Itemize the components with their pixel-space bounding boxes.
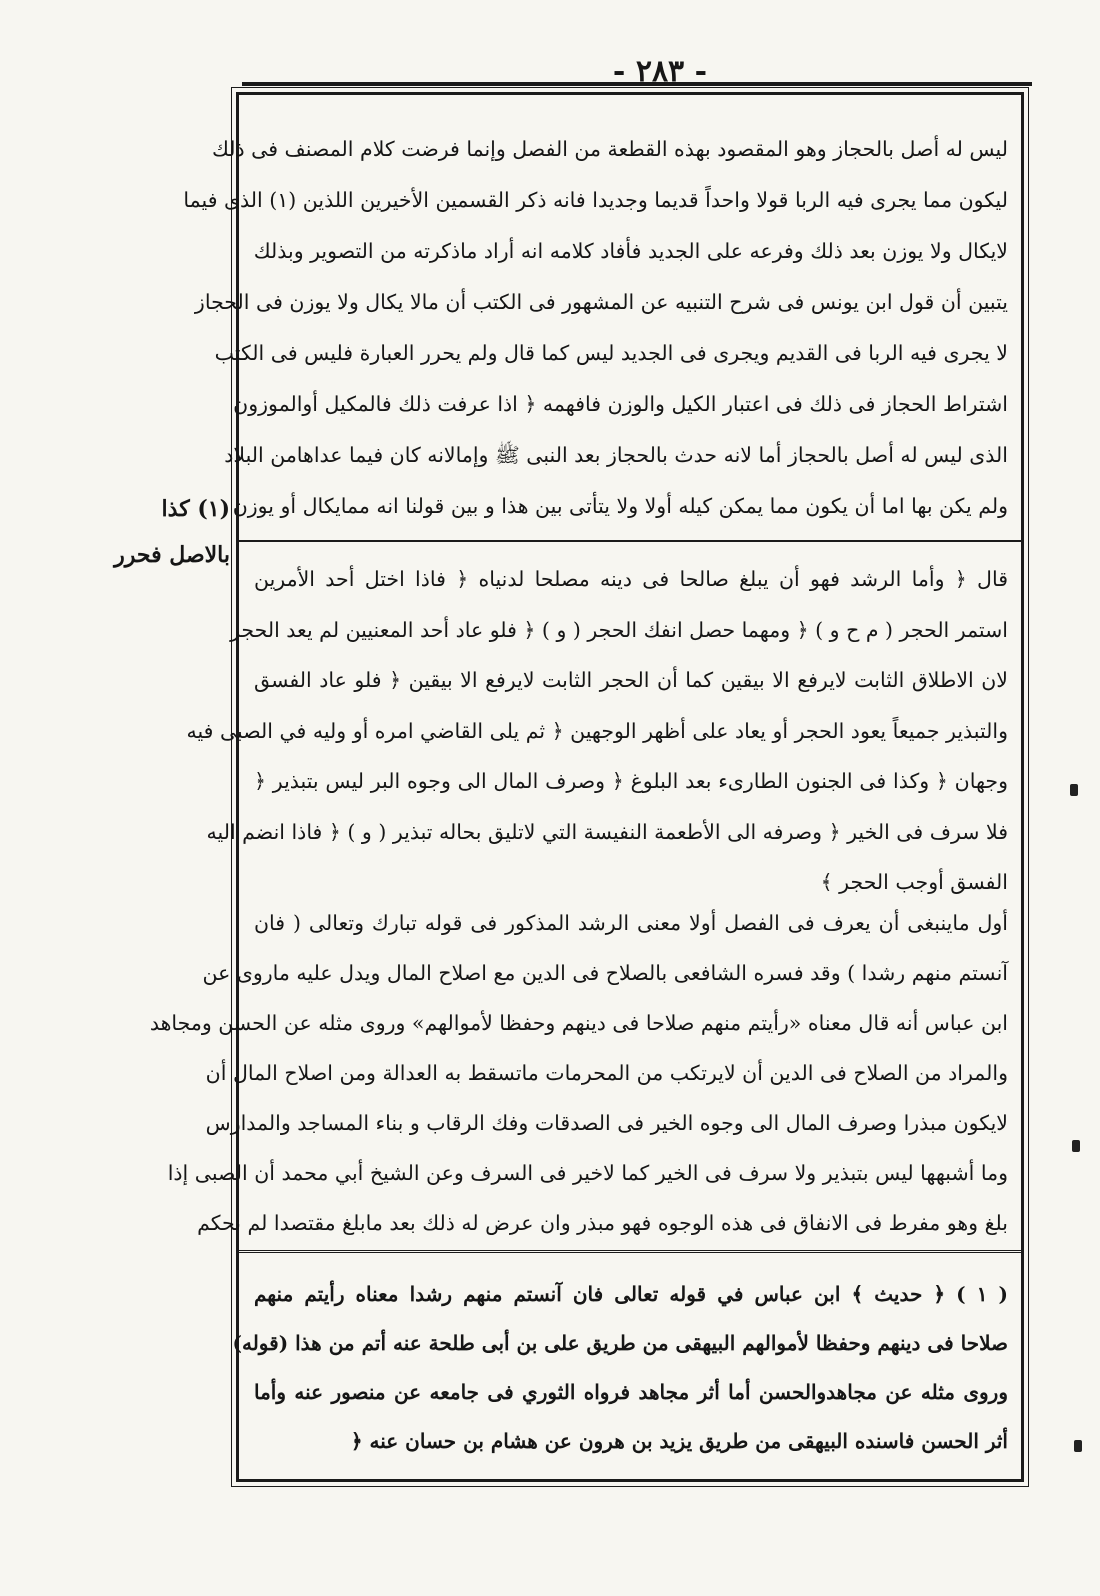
margin-note-line: بالاصل فحرر: [114, 542, 230, 568]
footnote-divider: [238, 1250, 1022, 1257]
text-line: والتبذير جميعاً يعود الحجر أو يعاد على أظهر الوجهين ﴿ ثم يلى القاضي امره أو وليه في الصبى فيه: [186, 718, 1008, 743]
text-line: أول ماينبغى أن يعرف فى الفصل أولا معنى الرشد المذكور فى قوله تبارك وتعالى ( فان: [254, 911, 1008, 935]
text-line: لايكون مبذرا وصرف المال الى وجوه الخير فى الصدقات وفك الرقاب و بناء المساجد والمدارس: [205, 1111, 1008, 1135]
text-line: والمراد من الصلاح فى الدين أن لايرتكب من المحرمات ماتسقط به العدالة ومن اصلاح المال أن: [205, 1061, 1008, 1085]
text-line: لا يجرى فيه الربا فى القديم ويجرى فى الجديد ليس كما قال ولم يحرر العبارة فليس فى الكتب: [214, 341, 1008, 365]
text-line: وما أشبهها ليس بتبذير ولا سرف فى الخير كما لاخير فى السرف وعن الشيخ أبي محمد أن الصبى إذا: [167, 1161, 1008, 1185]
text-line: يتبين أن قول ابن يونس فى شرح التنبيه عن المشهور فى الكتب أن مالا يكال ولا يوزن فى الحجاز: [194, 290, 1008, 314]
text-line: لان الاطلاق الثابت لايرفع الا بيقين كما أن الحجر الثابت لايرفع الا بيقين ﴿ فلو عاد الفسق: [254, 668, 1008, 692]
footnote-line: ( ١ ) ﴿ حديث ﴾ ابن عباس في قوله تعالى فان آنستم منهم رشدا معناه رأيتم منهم: [254, 1282, 1009, 1306]
margin-note: [98, 486, 230, 578]
footnote-line: وروى مثله عن مجاهدوالحسن أما أثر مجاهد فرواه الثوري فى جامعه عن منصور عنه وأما: [254, 1380, 1008, 1404]
text-line: اشتراط الحجاز فى ذلك فى اعتبار الكيل والوزن فافهمه ﴿ اذا عرفت ذلك فالمكيل أوالموزون: [233, 392, 1008, 416]
text-line: ولم يكن بها اما أن يكون مما يمكن كيله أولا ولا يتأتى بين هذا و بين قولنا انه ممايكال أو يوزن: [232, 494, 1008, 518]
footnote-line: أثر الحسن فاسنده البيهقى من طريق يزيد بن هرون عن هشام بن حسان عنه ﴿: [350, 1429, 1008, 1453]
footnote: [232, 1270, 1009, 1466]
text-line: آنستم منهم رشدا ) وقد فسره الشافعى بالصلاح فى الدين مع اصلاح المال ويدل عليه ماروى عن: [202, 961, 1008, 985]
binding-mark: [1070, 784, 1078, 796]
binding-mark: [1072, 1140, 1080, 1152]
text-line: استمر الحجر ( م ح و ) ﴿ ومهما حصل انفك الحجر ( و ) ﴿ فلو عاد أحد المعنيين لم يعد الحجر: [230, 617, 1008, 642]
text-line: ابن عباس أنه قال معناه «رأيتم منهم صلاحا فى دينهم وحفظا لأموالهم» وروى مثله عن الحسن ومجاهد: [149, 1011, 1008, 1035]
margin-note-line: (١) كذا: [161, 496, 230, 522]
top-rule: [242, 82, 1032, 86]
text-line: وجهان ﴿ وكذا فى الجنون الطارىء بعد البلوغ ﴿ وصرف المال الى وجوه البر ليس بتبذير ﴿: [254, 769, 1008, 793]
binding-mark: [1074, 1440, 1082, 1452]
section-divider: [238, 540, 1022, 542]
text-line: الفسق أوجب الحجر ﴾: [820, 870, 1008, 894]
text-line: الذى ليس له أصل بالحجاز أما لانه حدث بالحجاز بعد النبى ﷺ وإمالانه كان فيما عداهامن البلاد: [224, 443, 1008, 467]
page-number: - ٢٨٣ -: [612, 54, 708, 89]
text-line: ليكون مما يجرى فيه الربا قولا واحداً قديما وجديدا فانه ذكر القسمين الأخيرين اللذين (١) الذى فيما: [183, 188, 1008, 212]
text-line: لايكال ولا يوزن بعد ذلك وفرعه على الجديد فأفاد كلامه انه أراد ماذكرته من التصوير وبذلك: [253, 239, 1008, 263]
text-line: فلا سرف فى الخير ﴿ وصرفه الى الأطعمة النفيسة التي لاتليق بحاله تبذير ( و ) ﴿ فاذا انضم اليه: [206, 819, 1008, 844]
text-line: بلغ وهو مفرط فى الانفاق فى هذه الوجوه فهو مبذر وان عرض له ذلك بعد مابلغ مقتصدا لم نحكم: [197, 1211, 1008, 1235]
commentary-bottom: [149, 898, 1008, 1248]
text-line: قال ﴿ وأما الرشد فهو أن يبلغ صالحا فى دينه مصلحا لدنياه ﴿ فاذا اختل أحد الأمرين: [254, 567, 1008, 591]
matn-text: [186, 554, 1008, 908]
footnote-line: صلاحا فى دينهم وحفظا لأموالهم البيهقى من طريق على بن أبى طلحة عنه أتم من هذا (قوله): [232, 1331, 1008, 1355]
text-line: ليس له أصل بالحجاز وهو المقصود بهذه القطعة من الفصل وإنما فرضت كلام المصنف فى ذلك: [211, 137, 1008, 161]
